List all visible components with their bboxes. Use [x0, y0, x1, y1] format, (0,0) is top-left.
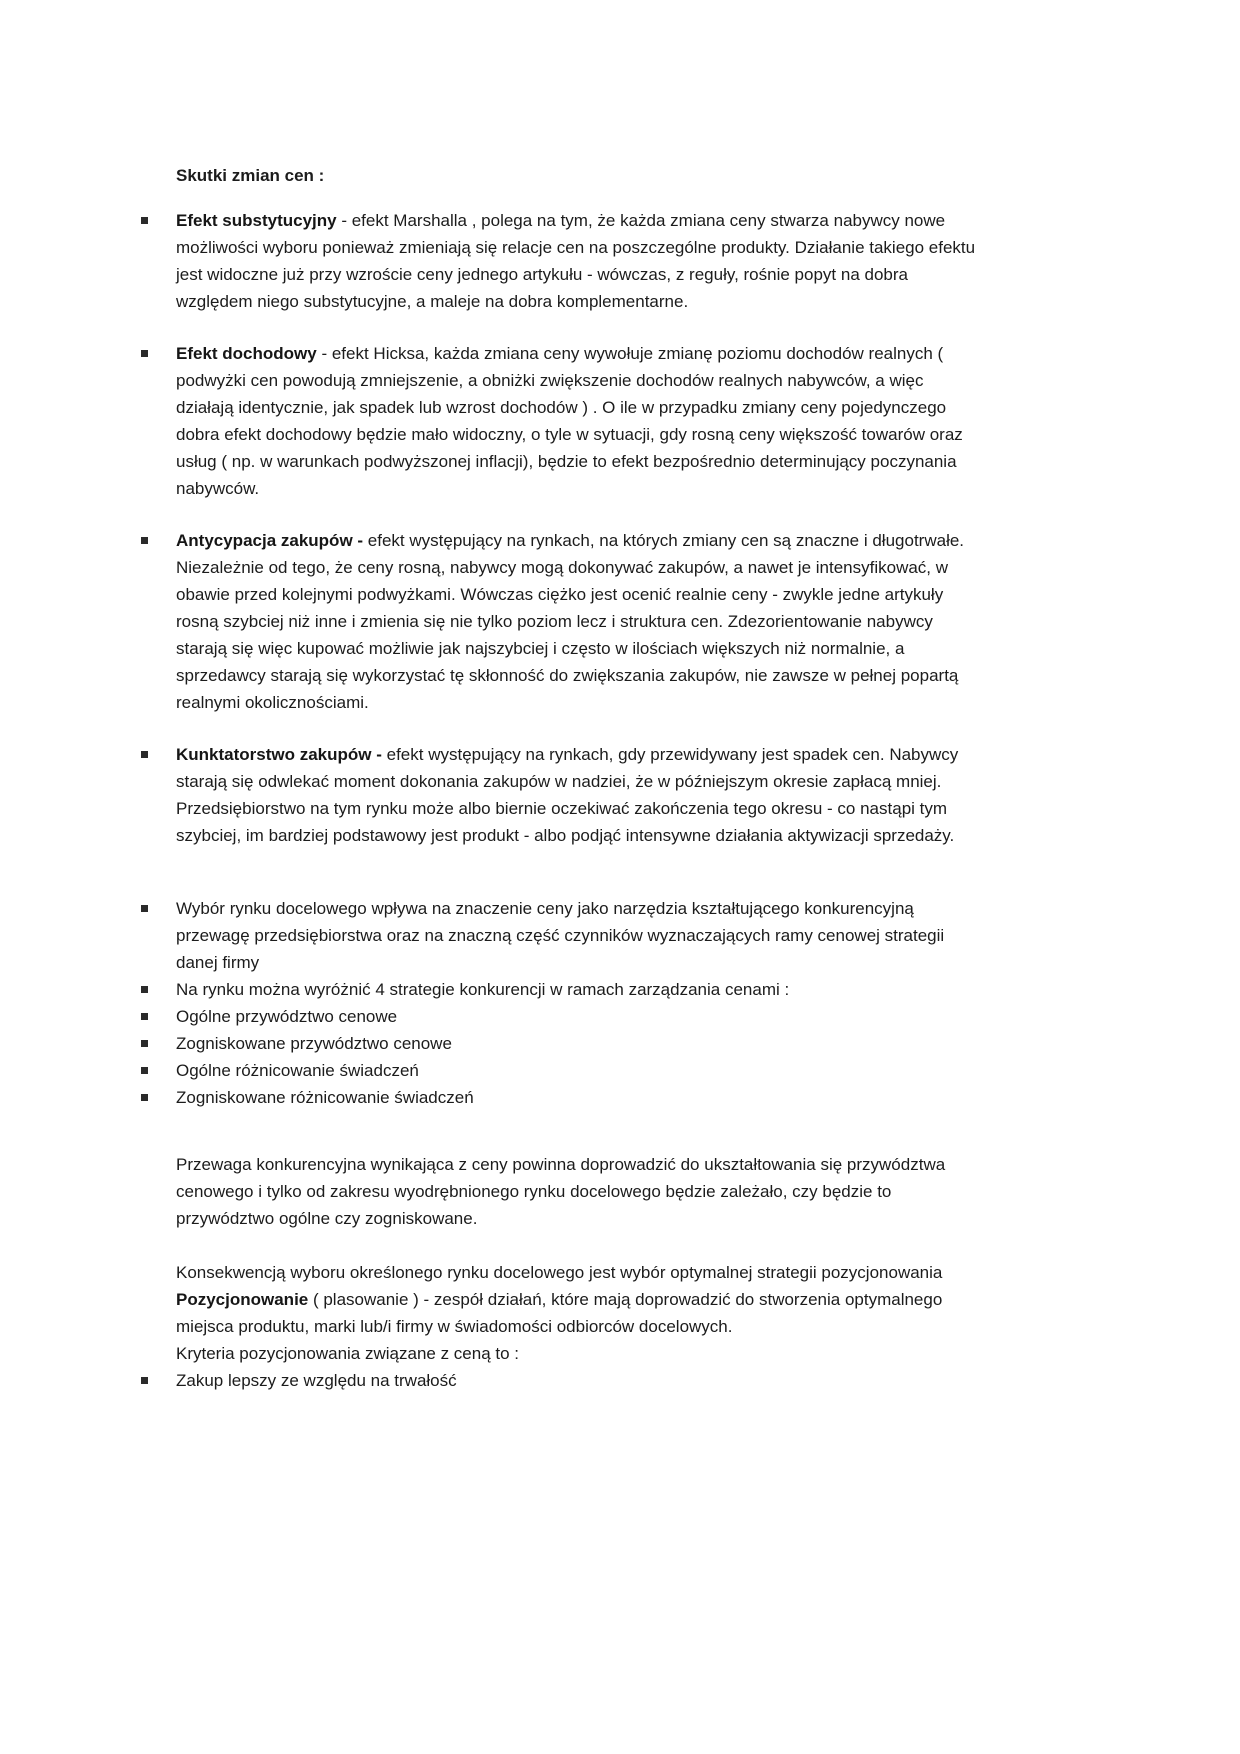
effect-text	[176, 527, 976, 716]
effect-term: Kunktatorstwo zakupów -	[176, 745, 382, 764]
bullet-square-icon	[141, 751, 148, 758]
strategy-text: Na rynku można wyróżnić 4 strategie konkurencji w ramach zarządzania cenami :	[176, 980, 790, 999]
paragraph-advantage: Przewaga konkurencyjna wynikająca z ceny powinna doprowadzić do ukształtowania się przywództwa cenowego i tylko od zakresu wyodrębnionego rynku docelowego będzie zależało, czy będzie to przywództwo ogólne czy zogniskowane.	[176, 1155, 946, 1228]
strategy-item	[176, 1003, 976, 1030]
strategy-text: Zogniskowane różnicowanie świadczeń	[176, 1088, 474, 1107]
paragraph-positioning	[176, 1259, 976, 1367]
positioning-body: ( plasowanie ) - zespół działań, które mają doprowadzić do stworzenia optymalnego miejsca produktu, marki lub/i firmy w świadomości odbiorców docelowych.	[176, 1290, 943, 1336]
criteria-text: Zakup lepszy ze względu na trwałość	[176, 1371, 457, 1390]
criteria-item	[176, 1367, 976, 1394]
bullet-square-icon	[141, 1377, 148, 1384]
positioning-term: Pozycjonowanie	[176, 1290, 309, 1309]
bullet-square-icon	[141, 1040, 148, 1047]
bullet-square-icon	[141, 905, 148, 912]
bullet-square-icon	[141, 350, 148, 357]
effect-text	[176, 741, 976, 849]
strategy-list	[176, 895, 976, 1111]
strategy-text: Wybór rynku docelowego wpływa na znaczenie ceny jako narzędzia kształtującego konkurencyjną przewagę przedsiębiorstwa oraz na znaczną część czynników wyznaczających ramy cenowej strategii danej firmy	[176, 899, 945, 972]
strategy-item	[176, 1084, 976, 1111]
strategy-text: Ogólne przywództwo cenowe	[176, 1007, 398, 1026]
effect-text	[176, 207, 976, 315]
effect-term: Antycypacja zakupów -	[176, 531, 364, 550]
criteria-line: Kryteria pozycjonowania związane z ceną to :	[176, 1344, 520, 1363]
effect-description: - efekt Marshalla , polega na tym, że każda zmiana ceny stwarza nabywcy nowe możliwości wyboru ponieważ zmieniają się relacje cen na poszczególne produkty. Działanie takiego efektu jest widoczne już przy wzroście ceny jednego artykułu - wówczas, z reguły, rośnie popyt na dobra względem niego substytucyjne, a maleje na dobra komplementarne.	[176, 211, 976, 311]
effect-item-substitution	[176, 207, 976, 315]
effect-item-procrastination	[176, 741, 976, 849]
effect-description: - efekt Hicksa, każda zmiana ceny wywołuje zmianę poziomu dochodów realnych ( podwyżki cen powodują zmniejszenie, a obniżki zwiększenie dochodów realnych nabywców, a więc działają identycznie, jak spadek lub wzrost dochodów ) . O ile w przypadku zmiany ceny pojedynczego dobra efekt dochodowy będzie mało widoczny, o tyle w sytuacji, gdy rosną ceny większość towarów oraz usług ( np. w warunkach podwyższonej inflacji), będzie to efekt bezpośrednio determinujący poczynania nabywców.	[176, 344, 963, 498]
positioning-definition	[176, 1286, 976, 1340]
effect-item-income	[176, 340, 976, 502]
effect-term: Efekt substytucyjny	[176, 211, 337, 230]
effect-description: efekt występujący na rynkach, na których zmiany cen są znaczne i długotrwałe. Niezależnie od tego, że ceny rosną, nabywcy mogą dokonywać zakupów, a nawet je intensyfikować, w obawie przed kolejnymi podwyżkami. Wówczas ciężko jest ocenić realnie ceny - zwykle jedne artykuły rosną szybciej niż inne i zmienia się nie tylko poziom lecz i struktura cen. Zdezorientowanie nabywcy starają się więc kupować możliwie jak najszybciej i często w ilościach większych niż normalnie, a sprzedawcy starają się wykorzystać tę skłonność do zwiększania zakupów, nie zawsze w pełnej popartą realnymi okolicznościami.	[176, 531, 965, 712]
strategy-item	[176, 976, 976, 1003]
bullet-square-icon	[141, 1094, 148, 1101]
criteria-list	[176, 1367, 976, 1394]
consequence-text: Konsekwencją wyboru określonego rynku docelowego jest wybór optymalnej strategii pozycjonowania	[176, 1263, 943, 1282]
effect-term: Efekt dochodowy	[176, 344, 317, 363]
effect-description: efekt występujący na rynkach, gdy przewidywany jest spadek cen. Nabywcy starają się odwlekać moment dokonania zakupów w nadziei, że w późniejszym okresie zapłacą mniej. Przedsiębiorstwo na tym rynku może albo biernie oczekiwać zakończenia tego okresu - co nastąpi tym szybciej, im bardziej podstawowy jest produkt - albo podjąć intensywne działania aktywizacji sprzedaży.	[176, 745, 959, 845]
effect-text	[176, 340, 976, 502]
bullet-square-icon	[141, 537, 148, 544]
strategy-item	[176, 1057, 976, 1084]
strategy-item	[176, 895, 976, 976]
bullet-square-icon	[141, 1067, 148, 1074]
strategy-text: Ogólne różnicowanie świadczeń	[176, 1061, 419, 1080]
bullet-square-icon	[141, 986, 148, 993]
bullet-square-icon	[141, 217, 148, 224]
effect-item-anticipation	[176, 527, 976, 716]
strategy-item	[176, 1030, 976, 1057]
page-title: Skutki zmian cen :	[176, 166, 325, 185]
bullet-square-icon	[141, 1013, 148, 1020]
effects-list	[176, 207, 976, 849]
strategy-text: Zogniskowane przywództwo cenowe	[176, 1034, 452, 1053]
